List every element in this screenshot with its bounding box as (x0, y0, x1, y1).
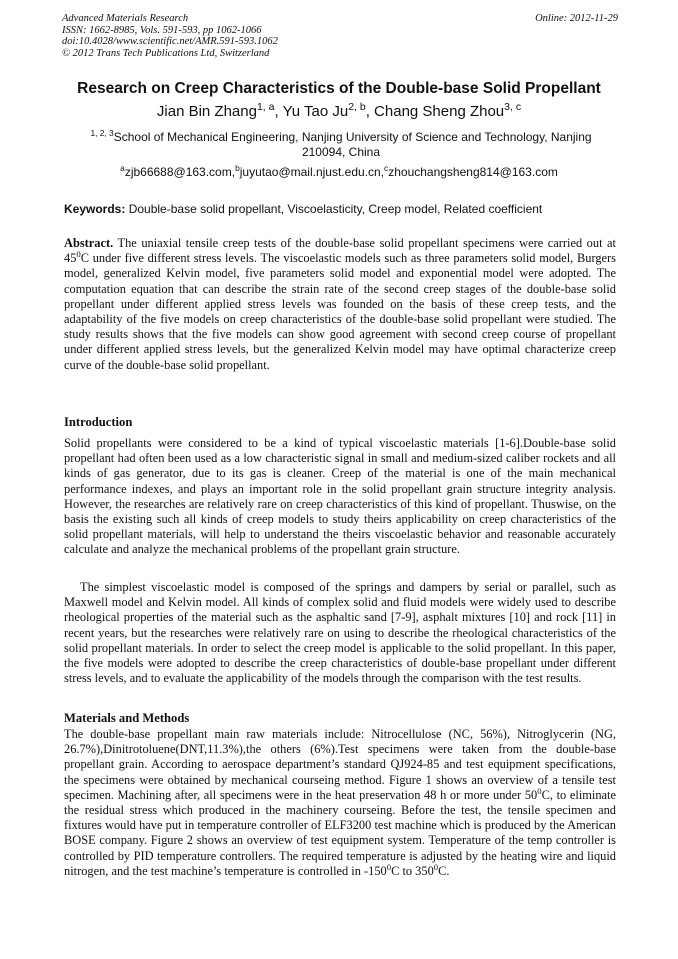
degree-superscript: 0 (76, 249, 81, 260)
author-list: Jian Bin Zhang$^{1, a}$, Yu Tao Ju$^{2, b}$, Chang Sheng Zhou$^{3, c}$ (156, 101, 522, 120)
paper-title: Research on Creep Characteristics of the Double-base Solid Propellant (77, 80, 601, 97)
degree-superscript: 0 (433, 861, 439, 872)
affiliation (80, 130, 602, 160)
email-address: juyutao@mail.njust.edu.cn (239, 165, 381, 179)
abstract-text-part: The uniaxial tensile creep tests of the double-base solid propellant specimens were carried out at 45 (64, 236, 617, 266)
journal-header (62, 13, 618, 59)
email-superscript: a (120, 163, 125, 173)
materials-text-part: The double-base propellant main raw materials include: Nitrocellulose (NC, 56%), Nitroglycerin (NG, 26.7%),Dinitrotoluene(DNT,11.3%),the others (6%).Test specimens were taken from the double-base propellant grain. According to aerospace department’s standard QJ924-85 and test equipment specifications, the specimens were obtained by mechanical courseing method. Figure 1 shows an overview of a tensile test specimen. Machining after, all specimens were in the heat preservation 48 h or more under 50 (64, 727, 616, 802)
author-superscript: 2, b (348, 101, 366, 113)
introduction-heading: Introduction (64, 415, 133, 429)
abstract-text-part: C under five different stress levels. The viscoelastic models such as three parameters solid model, Burgers model, generalized Kelvin model, five parameters solid model and exponential model were adopted. The computation equation that can describe the strain rate of the second creep stages of the double-base solid propellant under different applied stress levels was founded on the basis of these creep tests, and the adaptability of the five models on creep characteristics of the double-base solid propellant were studied. The study results shows that the five models can show good agreement with second creep course of propellant under different applied stress levels, but the generalized Kelvin model may have optimal characterize creep curve of the double-base solid propellant. (64, 251, 616, 372)
email-superscript: c (384, 163, 389, 173)
keywords-label: Keywords: (64, 202, 126, 216)
email-address: zjb66688@163.com (124, 165, 232, 179)
introduction-paragraph-2: The simplest viscoelastic model is composed of the springs and dampers by serial or parallel, such as Maxwell model and Kelvin model. All kinds of complex solid and fluid models were widely used to describe rheological properties of the material such as the asphaltic sand [7-9], asphalt mixtures [10] and rock [11] in recent years, but the researches were relatively rare on using to describe the rheological characteristics of the solid propellant materials. In order to select the creep model is applicable to the solid propellant. In this paper, the five models were adopted to describe the creep characteristics of double-base propellant under different stress levels, and to evaluate the applicability of the models through the comparison with the test results. (64, 580, 616, 686)
materials-text-part: C. (438, 863, 450, 878)
materials-methods-heading: Materials and Methods (64, 711, 190, 725)
abstract-paragraph (64, 236, 616, 373)
issn-line: ISSN: 1662-8985, Vols. 591-593, pp 1062-1066 (62, 24, 262, 36)
email-address: zhouchangsheng814@163.com (388, 165, 558, 179)
email-superscript: b (235, 163, 240, 173)
degree-superscript: 0 (386, 861, 392, 872)
copyright-line: © 2012 Trans Tech Publications Ltd, Switzerland (62, 47, 270, 59)
author-superscript: 1, a (256, 101, 275, 113)
journal-name: Advanced Materials Research (62, 13, 189, 24)
keywords (64, 202, 616, 216)
email-list: $^a$zjb66688@163.com,$^b$juyutao@mail.njust.edu.cn,$^c$zhouchangsheng814@163.com (120, 163, 558, 179)
author-superscript: 3, c (504, 101, 522, 113)
author-name: Jian Bin Zhang (156, 103, 257, 120)
materials-methods-paragraph (64, 727, 616, 879)
online-date: Online: 2012-11-29 (535, 13, 618, 24)
doi-line: doi:10.4028/www.scientific.net/AMR.591-593.1062 (62, 36, 278, 47)
materials-text-part: C to 350 (391, 863, 434, 878)
keywords-text: Double-base solid propellant, Viscoelasticity, Creep model, Related coefficient (128, 202, 543, 216)
abstract-label: Abstract. (64, 236, 114, 250)
introduction-paragraph-1: Solid propellants were considered to be a kind of typical viscoelastic materials [1-6].Double-base solid propellant had often been used as a low characteristic signal in small and medium-sized caliber rockets and all kinds of gas generator, due to its gas is cleaner. Creep of the material is one of the main mechanical performance indexes, and plays an important role in the solid propellant grain structure integrity analysis. However, the researches are relatively rare on creep characteristics of this kind of propellant. Thuswise, on the basis the existing such all kinds of creep models to study theirs applicability on creep characteristics of the solid propellant materials, will help to understand the theirs viscoelastic behavior and reasonable accurately calculate and analyze the mechanical problems of the propellant grain structure. (64, 436, 616, 557)
degree-superscript: 0 (537, 785, 542, 796)
author-name: Chang Sheng Zhou (374, 103, 505, 120)
affiliation-text: School of Mechanical Engineering, Nanjing University of Science and Technology, Nanjing 210094, China (113, 130, 592, 159)
author-name: Yu Tao Ju (282, 103, 349, 120)
materials-text-part: C, to eliminate the residual stress which produced in the machinery courseing. Before the test, the tensile specimen and fixtures would have put in temperature controller of ELF3200 test machine which is produced by the American BOSE company. Figure 2 shows an overview of test equipment system. Temperature of the temp controller is controlled by PID temperature controllers. The required temperature is adjusted by the heating wire and liquid nitrogen, and the test machine’s temperature is controlled in -150 (64, 787, 616, 878)
affiliation-superscript: 1, 2, 3 (90, 128, 114, 138)
